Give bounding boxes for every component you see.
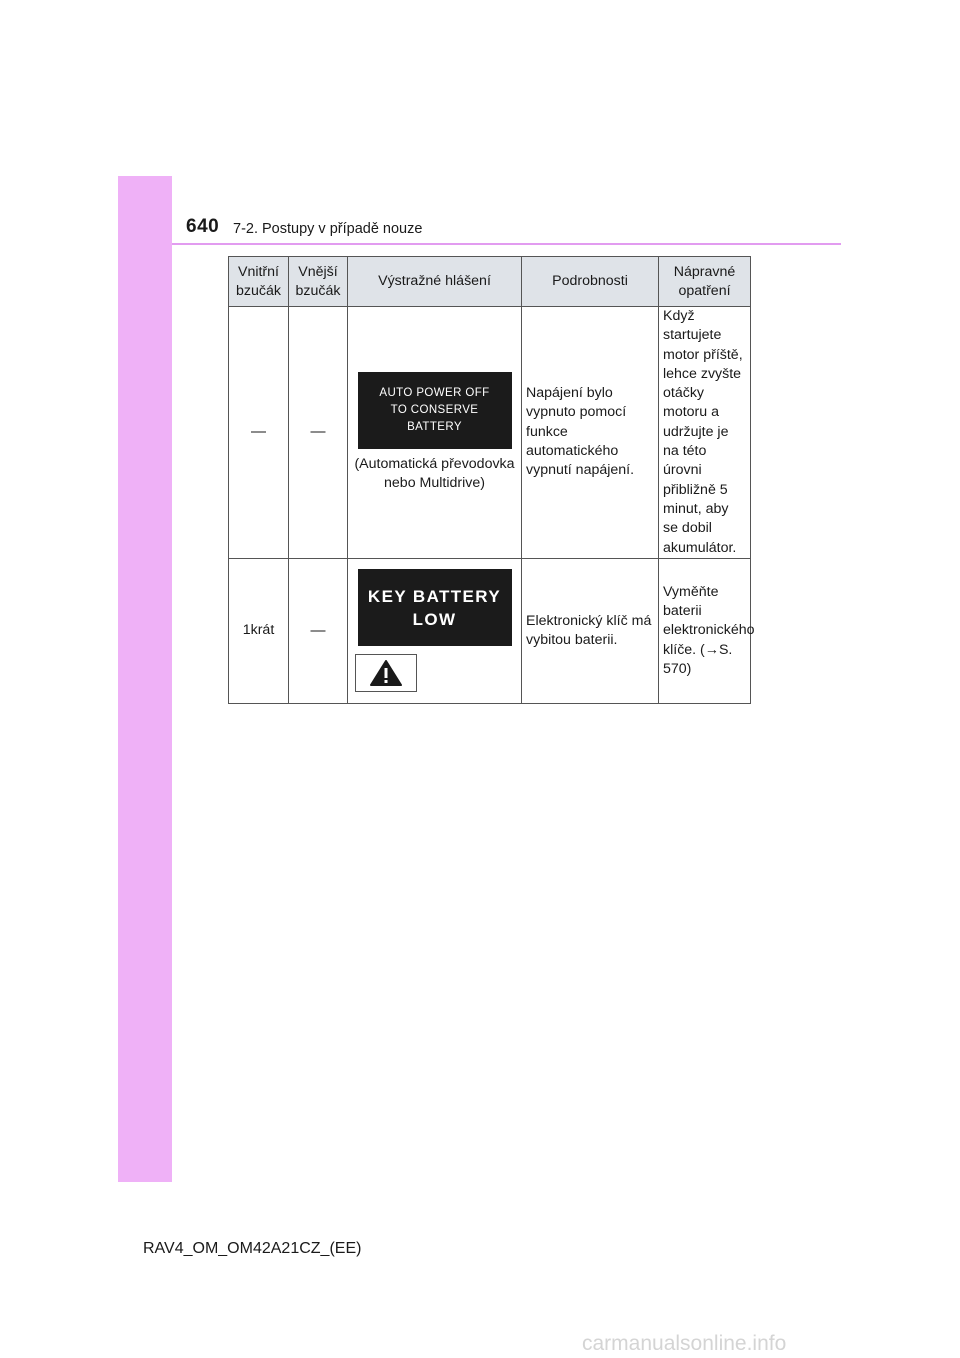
action-cell [659, 558, 755, 703]
table-row [229, 307, 751, 559]
exterior-buzzer-value: — [310, 423, 326, 441]
header-details: Podrobnosti [522, 257, 659, 307]
display-line: LOW [412, 609, 457, 629]
table-row [229, 558, 751, 703]
action-cell [659, 307, 751, 559]
action-text: Vyměňte baterii elektronického klíče. (→S. 570) [663, 583, 755, 677]
page-number: 640 [186, 216, 220, 237]
interior-buzzer-cell [229, 307, 289, 559]
table-header-row [229, 257, 751, 307]
display-line: KEY BATTERY [367, 586, 502, 606]
warning-triangle-icon [355, 654, 417, 692]
warning-message-cell [348, 558, 522, 703]
interior-buzzer-cell [229, 558, 289, 703]
section-title: 7-2. Postupy v případě nouze [233, 221, 423, 237]
exterior-buzzer-cell [289, 307, 348, 559]
display-line: AUTO POWER OFF [379, 386, 490, 399]
interior-buzzer-value: 1krát [242, 622, 275, 639]
display-line: TO CONSERVE [390, 403, 479, 416]
action-text: Když startujete motor příště, lehce zvyšte otáčky motoru a udržujte je na této úrovni přibližně 5 minut, aby se dobil akumulátor. [663, 308, 743, 556]
warning-table [228, 256, 755, 704]
details-text: Elektronický klíč má vybitou baterii. [526, 612, 652, 648]
details-text: Napájení bylo vypnuto pomocí funkce automatického vypnutí napájení. [526, 385, 635, 479]
header-corrective-action: Nápravné opatření [659, 257, 751, 307]
exterior-buzzer-value: — [310, 621, 326, 639]
interior-buzzer-value: — [251, 423, 266, 441]
display-line: BATTERY [407, 420, 462, 433]
footer-code: RAV4_OM_OM42A21CZ_(EE) [143, 1240, 362, 1257]
header-rule [172, 243, 841, 245]
details-cell [522, 558, 659, 703]
warning-message-cell [348, 307, 522, 559]
header-interior-buzzer: Vnitřní bzučák [229, 257, 289, 307]
details-cell [522, 307, 659, 559]
chapter-sidebar [118, 176, 172, 1182]
key-battery-low-display [358, 569, 512, 646]
header-exterior-buzzer: Vnější bzučák [289, 257, 348, 307]
display-caption: (Automatická převodovka nebo Multidrive) [354, 455, 515, 491]
watermark: carmanualsonline.info [582, 1332, 787, 1355]
header-warning-message: Výstražné hlášení [348, 257, 522, 307]
auto-power-off-display [358, 372, 512, 449]
exterior-buzzer-cell [289, 558, 348, 703]
